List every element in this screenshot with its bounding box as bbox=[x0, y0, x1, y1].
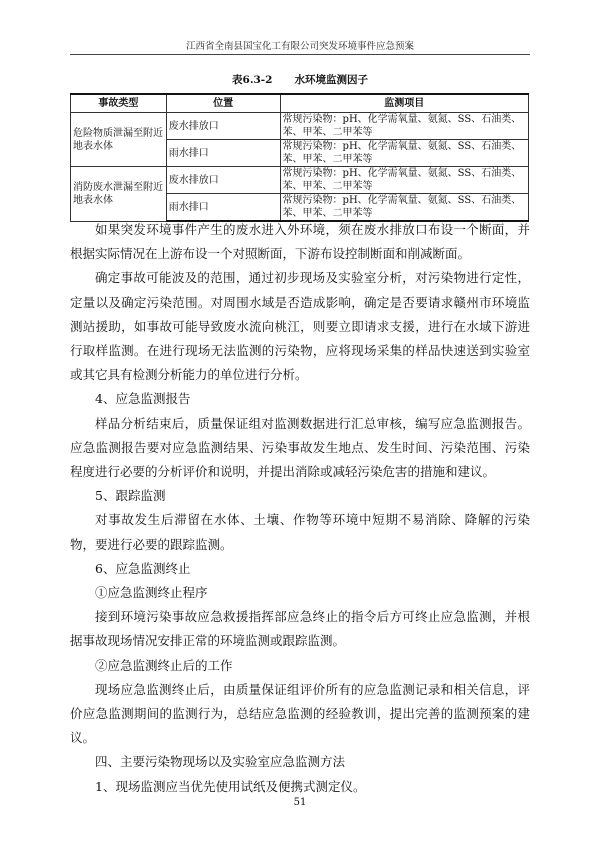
column-header: 事故类型 bbox=[71, 94, 167, 113]
body-text bbox=[70, 218, 530, 799]
location-cell: 雨水排口 bbox=[166, 194, 280, 222]
accident-type-cell: 消防废水泄漏至附近地表水体 bbox=[71, 167, 167, 222]
table-number: 表6.3-2 bbox=[232, 74, 273, 86]
table-title: 水环境监测因子 bbox=[294, 74, 368, 86]
table-header-row bbox=[71, 94, 529, 113]
accident-type-cell: 危险物质泄漏至附近地表水体 bbox=[71, 113, 167, 167]
subsection-heading: ①应急监测终止程序 bbox=[95, 585, 208, 601]
page-number: 51 bbox=[293, 797, 307, 808]
location-cell: 废水排放口 bbox=[166, 113, 280, 140]
paragraph: 如果突发环境事件产生的废水进入外环境，须在废水排放口布设一个断面，并根据实际情况在上游布设一个对照断面，下游布设控制断面和削减断面。 bbox=[70, 222, 530, 262]
paragraph: 1、现场监测应当优先使用试纸及便携式测定仪。 bbox=[95, 778, 366, 794]
section-heading: 四、主要污染物现场以及实验室应急监测方法 bbox=[95, 754, 346, 770]
monitoring-items-cell: 常规污染物：pH、化学需氧量、氨氮、SS、石油类、苯、甲苯、二甲苯等 bbox=[280, 167, 528, 194]
paragraph: 样品分析结束后，质量保证组对监测数据进行汇总审核，编写应急监测报告。应急监测报告要对应急监测结果、污染事故发生地点、发生时间、污染范围、污染程度进行必要的分析评价和说明，并提出消除或减轻污染危害的措施和建议。 bbox=[70, 415, 530, 480]
table-caption bbox=[70, 72, 530, 87]
column-header: 位置 bbox=[166, 94, 280, 113]
section-heading: 6、应急监测终止 bbox=[95, 560, 191, 576]
paragraph: 接到环境污染事故应急救援指挥部应急终止的指令后方可终止应急监测，并根据事故现场情况安排正常的环境监测或跟踪监测。 bbox=[70, 609, 530, 649]
subsection-heading: ②应急监测终止后的工作 bbox=[95, 657, 233, 673]
paragraph: 现场应急监测终止后，由质量保证组评价所有的应急监测记录和相关信息，评价应急监测期间的监测行为，总结应急监测的经验教训，提出完善的监测预案的建议。 bbox=[70, 681, 530, 746]
monitoring-items-cell: 常规污染物：pH、化学需氧量、氨氮、SS、石油类、苯、甲苯、二甲苯等 bbox=[280, 140, 528, 167]
location-cell: 雨水排口 bbox=[166, 140, 280, 167]
header-rule bbox=[70, 54, 530, 55]
monitoring-table bbox=[70, 93, 529, 222]
running-header: 江西省全南县国宝化工有限公司突发环境事件应急预案 bbox=[185, 41, 414, 52]
table-row bbox=[71, 113, 529, 140]
monitoring-items-cell: 常规污染物：pH、化学需氧量、氨氮、SS、石油类、苯、甲苯、二甲苯等 bbox=[280, 113, 528, 140]
column-header: 监测项目 bbox=[280, 94, 528, 113]
paragraph: 对事故发生后滞留在水体、土壤、作物等环境中短期不易消除、降解的污染物，要进行必要的跟踪监测。 bbox=[70, 512, 530, 552]
location-cell: 废水排放口 bbox=[166, 167, 280, 194]
table-row bbox=[71, 167, 529, 194]
paragraph: 确定事故可能波及的范围，通过初步现场及实验室分析，对污染物进行定性，定量以及确定污染范围。对周围水域是否造成影响，确定是否要请求赣州市环境监测站援助，如事故可能导致废水流向桃江，则要立即请求支援，进行在水域下游进行取样监测。在进行现场无法监测的污染物，应将现场采集的样品快速送到实验室或其它具有检测分析能力的单位进行分析。 bbox=[70, 270, 530, 383]
section-heading: 5、跟踪监测 bbox=[95, 488, 166, 504]
section-heading: 4、应急监测报告 bbox=[95, 391, 191, 407]
monitoring-items-cell: 常规污染物：pH、化学需氧量、氨氮、SS、石油类、苯、甲苯、二甲苯等 bbox=[280, 194, 528, 222]
